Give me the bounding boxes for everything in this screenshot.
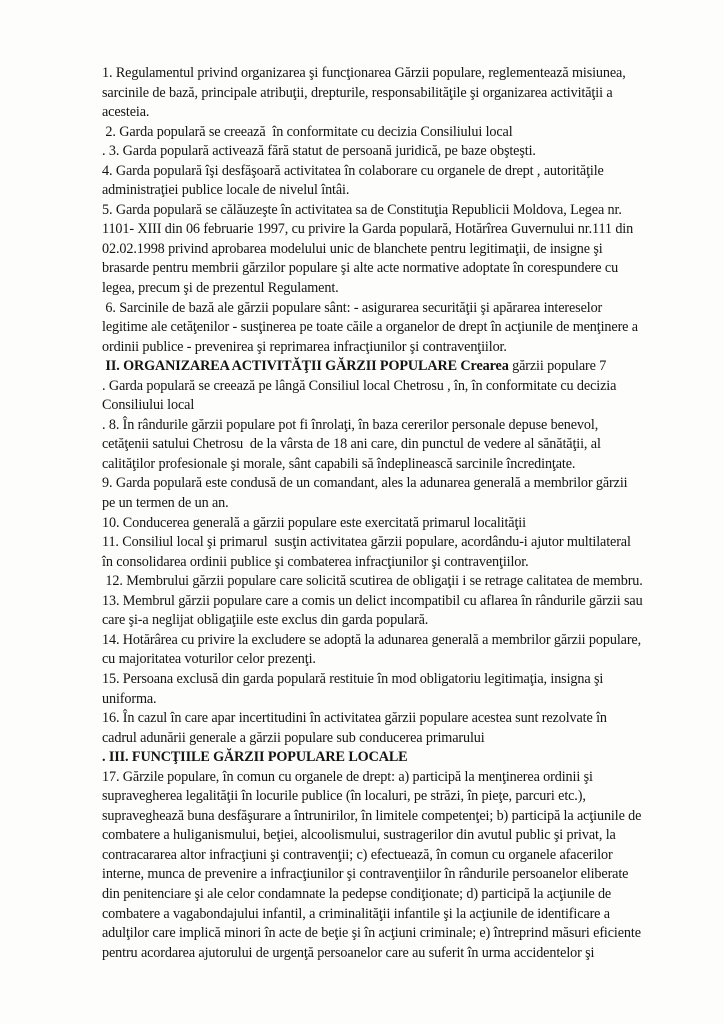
body-text: . 8. În rândurile gărzii populare pot fi înrolaţi, în baza cererilor personale depuse benevol, (102, 416, 599, 433)
body-text: 1101- XIII din 06 februarie 1997, cu privire la Garda populară, Hotărîrea Guvernului nr.111 din (102, 221, 634, 238)
body-text: supravegherea legalităţii în locurile publice (în localuri, pe străzi, în pieţe, parcuri etc.), (102, 788, 586, 805)
document-line (102, 514, 682, 534)
body-text: 17. Gărzile populare, în comun cu organele de drept: a) participă la menţinerea ordinii şi (102, 768, 593, 785)
body-text: 11. Consiliul local şi primarul susţin activitatea gărzii populare, acordându-i ajutor multilateral (102, 534, 631, 551)
document-line (102, 924, 682, 944)
document-line (102, 103, 682, 123)
document-line (102, 162, 682, 182)
body-text: ordinii publice - prevenirea şi reprimarea infracţiunilor şi contravenţiilor. (102, 338, 507, 355)
body-text: combatere a huliganismului, beţiei, alcoolismului, sustragerilor din avutul public şi privat, la (102, 827, 616, 844)
document-line (102, 650, 682, 670)
body-text: cadrul adunării generale a gărzii populare sub conducerea primarului (102, 729, 485, 746)
document-line (102, 748, 682, 768)
body-text: pentru acordarea ajutorului de urgenţă persoanelor care au suferit în urma accidentelor şi (102, 944, 595, 961)
document-line (102, 729, 682, 749)
document-line (102, 240, 682, 260)
document-line (102, 142, 682, 162)
document-line (102, 905, 682, 925)
body-text: contracararea altor infracţiuni şi contravenţii; c) efectuează, în comun cu organele afacerilor (102, 846, 613, 863)
document-line (102, 201, 682, 221)
document-line (102, 690, 682, 710)
document-line (102, 396, 682, 416)
document-line (102, 435, 682, 455)
body-text: 9. Garda populară este condusă de un comandant, ales la adunarea generală a membrilor gărzii (102, 475, 628, 492)
body-text: gărzii populare 7 (508, 358, 607, 375)
document-line (102, 181, 682, 201)
document-line (102, 885, 682, 905)
body-text: în consolidarea ordinii publice şi combaterea infracţiunilor şi contravenţiilor. (102, 553, 529, 570)
document-line (102, 768, 682, 788)
document-line (102, 64, 682, 84)
document-text (102, 64, 682, 963)
body-text: 6. Sarcinile de bază ale gărzii populare sânt: - asigurarea securităţii şi apărarea intereselor (102, 299, 603, 316)
body-text: interne, munca de prevenire a infracţiunilor şi contravenţiilor în rândurile persoanelor eliberate (102, 866, 629, 883)
body-text: 13. Membrul gărzii populare care a comis un delict incompatibil cu aflarea în rândurile gărzii sau (102, 592, 643, 609)
document-line (102, 455, 682, 475)
document-line (102, 474, 682, 494)
document-line (102, 553, 682, 573)
body-text: pe un termen de un an. (102, 495, 229, 512)
body-text: 16. În cazul în care apar incertitudini în activitatea gărzii populare acestea sunt rezolvate în (102, 710, 607, 727)
document-line (102, 631, 682, 651)
document-line (102, 670, 682, 690)
document-line (102, 259, 682, 279)
document-line (102, 826, 682, 846)
body-text: 4. Garda populară îşi desfăşoară activitatea în colaborare cu organele de drept , autorităţile (102, 162, 604, 179)
document-line (102, 494, 682, 514)
body-text: 14. Hotărârea cu privire la excludere se adoptă la adunarea generală a membrilor gărzii populare, (102, 631, 642, 648)
document-line (102, 611, 682, 631)
body-text: combatere a vagabondajului infantil, a criminalităţii infantile şi la acţiunile de identificare a (102, 905, 610, 922)
body-text: din penitenciare şi ale celor condamnate la pedepse condiţionate; d) participă la acţiunile de (102, 885, 612, 902)
body-text: cu majoritatea voturilor celor prezenţi. (102, 651, 316, 668)
body-text: calităţilor profesionale şi morale, sânt capabili să îndeplinească sarcinile încredinţate. (102, 455, 576, 472)
body-text: 02.02.1998 privind aprobarea modelului unic de blanchete pentru legitimaţii, de insigne şi (102, 240, 603, 257)
document-line (102, 807, 682, 827)
body-text: acesteia. (102, 104, 150, 121)
document-line (102, 377, 682, 397)
document-line (102, 299, 682, 319)
heading-text: . III. FUNCŢIILE GĂRZII POPULARE LOCALE (102, 749, 408, 766)
body-text: 1. Regulamentul privind organizarea şi funcţionarea Gărzii populare, reglementează misiunea, (102, 65, 626, 81)
document-line (102, 572, 682, 592)
body-text: cetăţenii satului Chetrosu de la vârsta de 18 ani care, din punctul de vedere al sănătăţii, al (102, 436, 601, 453)
body-text: 5. Garda populară se călăuzeşte în activitatea sa de Constituţia Republicii Moldova, Legea nr. (102, 201, 622, 218)
document-line (102, 787, 682, 807)
document-line (102, 84, 682, 104)
document-line (102, 123, 682, 143)
body-text: legitime ale cetăţenilor - susţinerea pe toate căile a organelor de drept în acţiunile de menţinere a (102, 319, 638, 336)
body-text: . 3. Garda populară activează fără statut de persoană juridică, pe baze obşteşti. (102, 143, 536, 160)
body-text: sarcinile de bază, principale atribuţii, drepturile, responsabilităţile şi organizarea activităţii a (102, 84, 613, 101)
body-text: administraţiei publice locale de nivelul întâi. (102, 182, 350, 199)
body-text: 2. Garda populară se creează în conformitate cu decizia Consiliului local (102, 123, 513, 140)
body-text: uniforma. (102, 690, 157, 707)
document-line (102, 533, 682, 553)
document-line (102, 944, 682, 964)
body-text: legea, precum şi de prezentul Regulament. (102, 280, 339, 297)
body-text: 10. Conducerea generală a gărzii populare este exercitată primarul localităţii (102, 514, 526, 531)
document-line (102, 338, 682, 358)
body-text: supraveghează buna desfăşurare a întrunirilor, în limitele competenţei; b) participă la acţiunile de (102, 807, 642, 824)
document-line (102, 709, 682, 729)
document-line (102, 357, 682, 377)
heading-text: II. ORGANIZAREA ACTIVITĂŢII GĂRZII POPULARE Crearea (102, 358, 509, 375)
body-text: 12. Membrului gărzii populare care solicită scutirea de obligaţii i se retrage calitatea de membru. (102, 573, 643, 590)
document-line (102, 220, 682, 240)
document-line (102, 416, 682, 436)
document-line (102, 279, 682, 299)
document-line (102, 846, 682, 866)
body-text: care şi-a neglijat obligaţiile este exclus din garda populară. (102, 612, 429, 629)
body-text: . Garda populară se creează pe lângă Consiliul local Chetrosu , în, în conformitate cu decizia (102, 377, 617, 394)
document-line (102, 318, 682, 338)
document-line (102, 865, 682, 885)
body-text: adulţilor care implică minori în acte de beţie şi în acţiuni criminale; e) întreprind măsuri eficiente (102, 925, 641, 942)
body-text: Consiliului local (102, 397, 195, 414)
body-text: 15. Persoana exclusă din garda populară restituie în mod obligatoriu legitimaţia, insigna şi (102, 670, 604, 687)
document-line (102, 592, 682, 612)
body-text: brasarde pentru membrii gărzilor populare şi alte acte normative adoptate în corespundere cu (102, 260, 619, 277)
